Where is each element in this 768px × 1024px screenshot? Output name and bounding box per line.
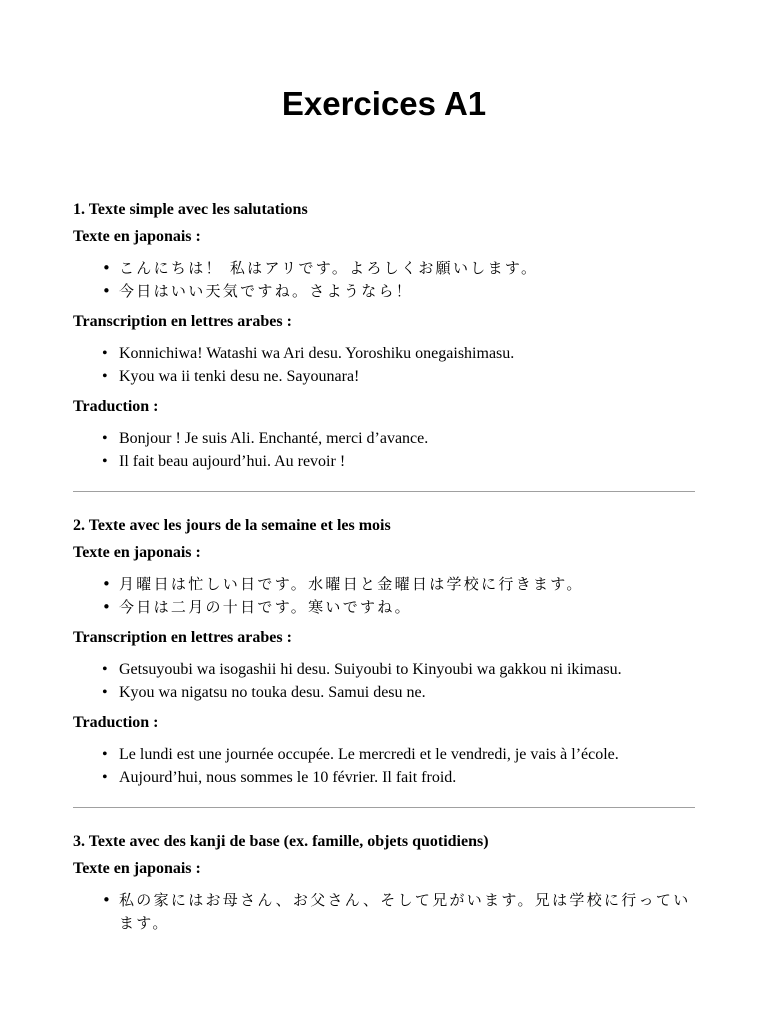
list-item: • Getsuyoubi wa isogashii hi desu. Suiyoubi to Kinyoubi wa gakkou ni ikimasu. — [119, 658, 695, 681]
japanese-label: Texte en japonais : — [73, 860, 201, 877]
transcription-label: Transcription en lettres arabes : — [73, 313, 292, 330]
translation-label: Traduction : — [73, 398, 159, 415]
list-item: • Le lundi est une journée occupée. Le mercredi et le vendredi, je vais à l’école. — [119, 743, 695, 766]
japanese-list — [73, 257, 695, 303]
translation-label: Traduction : — [73, 714, 159, 731]
list-item: • 月曜日は忙しい日です。水曜日と金曜日は学校に行きます。 — [119, 573, 695, 596]
section-heading: 2. Texte avec les jours de la semaine et les mois — [73, 517, 391, 534]
section-divider — [73, 807, 695, 808]
list-item: • Kyou wa nigatsu no touka desu. Samui desu ne. — [119, 681, 695, 704]
list-item: • Aujourd’hui, nous sommes le 10 février. Il fait froid. — [119, 766, 695, 789]
page-title: Exercices A1 — [281, 85, 487, 122]
japanese-list — [73, 573, 695, 619]
section-heading: 1. Texte simple avec les salutations — [73, 201, 308, 218]
list-item: • Konnichiwa! Watashi wa Ari desu. Yoroshiku onegaishimasu. — [119, 342, 695, 365]
exercise-sections — [73, 199, 695, 943]
list-item: • 今日はいい天気ですね。さようなら！ — [119, 280, 695, 303]
list-item: • 私の家にはお母さん、お父さん、そして兄がいます。兄は学校に行っています。 — [119, 889, 695, 935]
list-item: • 今日は二月の十日です。寒いですね。 — [119, 596, 695, 619]
section-heading: 3. Texte avec des kanji de base (ex. famille, objets quotidiens) — [73, 833, 489, 850]
list-item: • こんにちは！ 私はアリです。よろしくお願いします。 — [119, 257, 695, 280]
section-divider — [73, 491, 695, 492]
list-item: • Il fait beau aujourd’hui. Au revoir ! — [119, 450, 695, 473]
translation-list — [73, 427, 695, 473]
japanese-label: Texte en japonais : — [73, 228, 201, 245]
japanese-list — [73, 889, 695, 935]
japanese-label: Texte en japonais : — [73, 544, 201, 561]
transcription-list — [73, 342, 695, 388]
section-days-months — [73, 515, 695, 789]
list-item: • Bonjour ! Je suis Ali. Enchanté, merci d’avance. — [119, 427, 695, 450]
transcription-label: Transcription en lettres arabes : — [73, 629, 292, 646]
transcription-list — [73, 658, 695, 704]
list-item: • Kyou wa ii tenki desu ne. Sayounara! — [119, 365, 695, 388]
section-basic-kanji — [73, 831, 695, 935]
section-salutations — [73, 199, 695, 473]
translation-list — [73, 743, 695, 789]
